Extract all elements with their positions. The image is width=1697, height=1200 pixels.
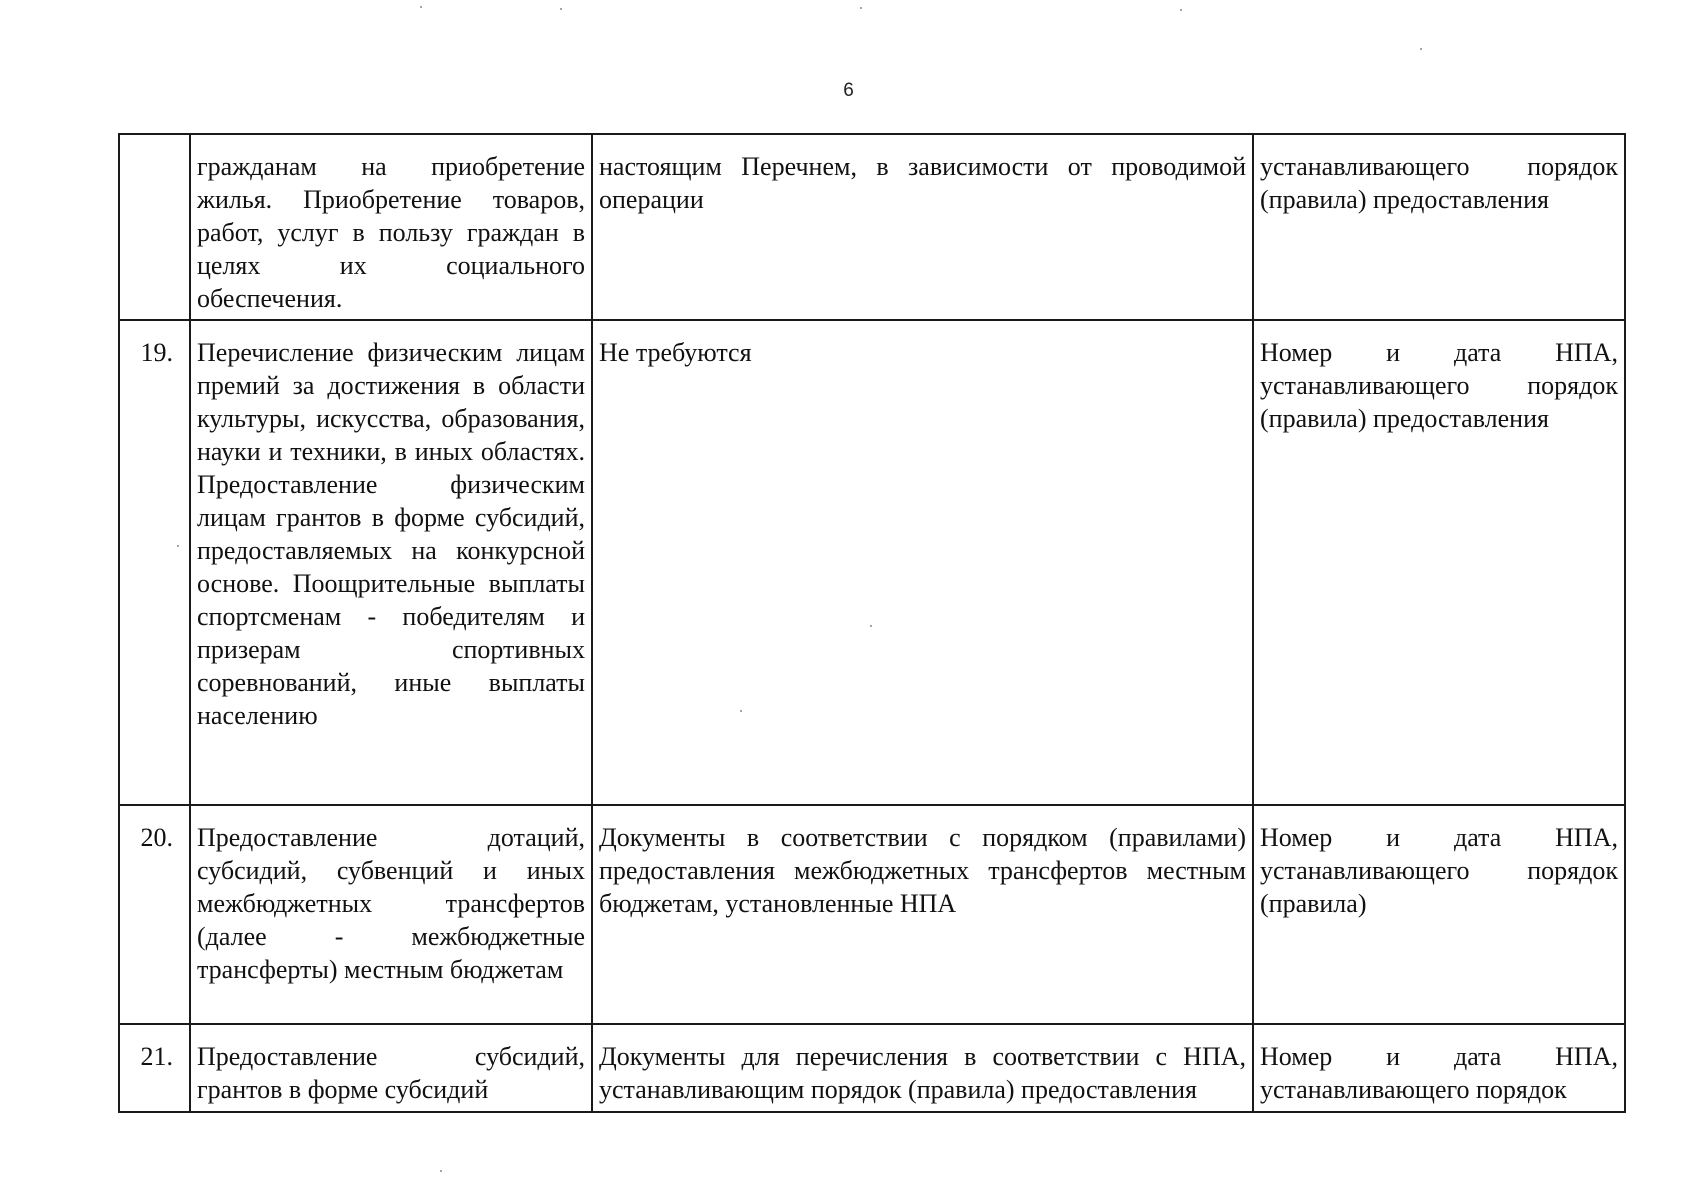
table-row [119, 805, 1625, 1024]
operation-name-cell: Предоставление субсидий, грантов в форме субсидий [190, 1024, 592, 1112]
operation-name-cell: Перечисление физическим лицам премий за достижения в области культуры, искусства, образования, науки и техники, в иных областях. Предоставление физическим лицам грантов в форме субсидий, предоставляемых на конкурсной основе. Поощрительные выплаты спортсменам - победителям и призерам спортивных соревнований, иные выплаты населению [190, 320, 592, 805]
row-number-cell: 21. [119, 1024, 190, 1112]
scan-speck [440, 1170, 442, 1172]
scan-speck [177, 545, 179, 547]
scan-speck [420, 6, 422, 8]
requisites-cell: Номер и дата НПА, устанавливающего порядок (правила) [1253, 805, 1625, 1024]
scan-speck [870, 625, 872, 627]
required-documents-cell: Не требуются [592, 320, 1253, 805]
row-number-cell: 20. [119, 805, 190, 1024]
scan-speck [1180, 9, 1182, 11]
table-row [119, 320, 1625, 805]
row-number-cell [119, 134, 190, 320]
scan-speck [560, 8, 562, 10]
document-table [118, 133, 1626, 1113]
scan-speck [740, 710, 742, 712]
required-documents-cell: настоящим Перечнем, в зависимости от проводимой операции [592, 134, 1253, 320]
requisites-cell: устанавливающего порядок (правила) предоставления [1253, 134, 1625, 320]
requisites-cell: Номер и дата НПА, устанавливающего порядок (правила) предоставления [1253, 320, 1625, 805]
required-documents-cell: Документы для перечисления в соответствии с НПА, устанавливающим порядок (правила) предоставления [592, 1024, 1253, 1112]
table-row [119, 1024, 1625, 1112]
scan-speck [1420, 48, 1422, 50]
table-row [119, 134, 1625, 320]
row-number-cell: 19. [119, 320, 190, 805]
scan-speck [860, 7, 862, 9]
operation-name-cell: гражданам на приобретение жилья. Приобретение товаров, работ, услуг в пользу граждан в целях их социального обеспечения. [190, 134, 592, 320]
page-number: 6 [843, 80, 854, 101]
required-documents-cell: Документы в соответствии с порядком (правилами) предоставления межбюджетных трансфертов местным бюджетам, установленные НПА [592, 805, 1253, 1024]
requisites-cell: Номер и дата НПА, устанавливающего порядок [1253, 1024, 1625, 1112]
operation-name-cell: Предоставление дотаций, субсидий, субвенций и иных межбюджетных трансфертов (далее - межбюджетные трансферты) местным бюджетам [190, 805, 592, 1024]
